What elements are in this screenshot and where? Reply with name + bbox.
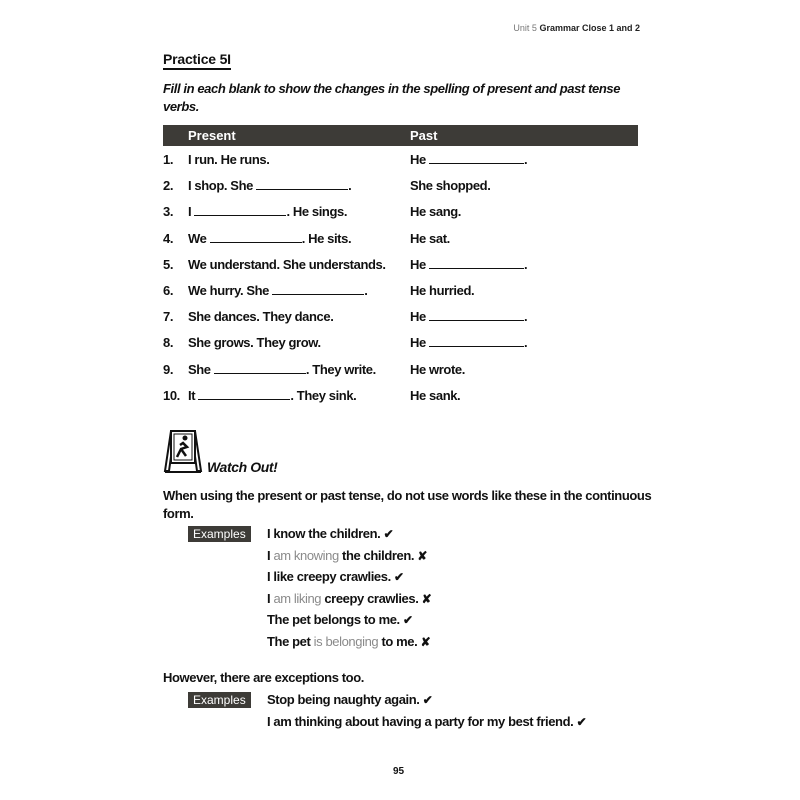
- answer-blank[interactable]: [429, 309, 524, 321]
- check-icon: ✔: [576, 715, 587, 729]
- present-cell: It . They sink.: [188, 387, 357, 403]
- answer-blank[interactable]: [198, 388, 290, 400]
- past-cell: He hurried.: [410, 283, 475, 298]
- answer-blank[interactable]: [429, 152, 524, 164]
- table-row: [163, 388, 638, 408]
- past-cell: He sat.: [410, 230, 450, 246]
- table-row: [163, 309, 638, 329]
- page-number: 95: [393, 766, 405, 777]
- example-sentence: I like creepy crawlies. ✔: [267, 569, 404, 585]
- row-number: 4.: [163, 230, 174, 246]
- present-cell: We understand. She understands.: [188, 256, 386, 272]
- past-cell: He .: [410, 152, 528, 167]
- cross-icon: ✘: [420, 635, 431, 649]
- check-icon: ✔: [422, 693, 433, 707]
- practice-title: Practice 5I: [163, 51, 231, 70]
- wet-floor-sign-icon: [161, 425, 205, 475]
- column-past: Past: [410, 128, 438, 143]
- answer-blank[interactable]: [210, 231, 302, 243]
- table-row: [163, 283, 638, 303]
- unit-label: Unit 5: [513, 23, 537, 33]
- table-row: [163, 335, 638, 355]
- table-row: [163, 204, 638, 224]
- answer-blank[interactable]: [256, 178, 348, 190]
- row-number: 10.: [163, 387, 180, 403]
- table-row: [163, 257, 638, 277]
- table-row: [163, 178, 638, 198]
- example-sentence: I am liking creepy crawlies. ✘: [267, 590, 432, 606]
- past-cell: He .: [410, 309, 528, 325]
- row-number: 7.: [163, 309, 174, 325]
- check-icon: ✔: [402, 613, 413, 628]
- table-header: [163, 125, 638, 146]
- row-number: 2.: [163, 178, 174, 194]
- cross-icon: ✘: [417, 548, 427, 563]
- answer-blank[interactable]: [429, 335, 524, 347]
- answer-blank[interactable]: [429, 257, 524, 269]
- answer-blank[interactable]: [194, 204, 286, 216]
- present-cell: She grows. They grow.: [188, 335, 321, 351]
- watch-out-text: When using the present or past tense, do not use words like these in the continuous form.: [163, 488, 652, 521]
- present-cell: I run. He runs.: [188, 152, 270, 167]
- past-cell: He .: [410, 335, 528, 351]
- example-sentence: I know the children. ✔: [267, 526, 394, 541]
- present-cell: I . He sings.: [188, 204, 348, 220]
- practice-instruction: Fill in each blank to show the changes in the spelling of present and past tense verbs.: [163, 81, 621, 114]
- examples-label: Examples: [188, 526, 251, 542]
- exception-sentence: I am thinking about having a party for my best friend. ✔: [267, 714, 587, 729]
- check-icon: ✔: [394, 570, 404, 585]
- present-cell: We . He sits.: [188, 230, 352, 246]
- row-number: 8.: [163, 335, 174, 351]
- present-cell: She . They write.: [188, 361, 376, 377]
- past-cell: He sank.: [410, 387, 461, 403]
- example-sentence: The pet is belonging to me. ✘: [267, 634, 431, 649]
- table-row: [163, 152, 638, 172]
- example-sentence: The pet belongs to me. ✔: [267, 612, 413, 628]
- table-row: [163, 362, 638, 382]
- check-icon: ✔: [383, 527, 394, 541]
- answer-blank[interactable]: [272, 283, 364, 295]
- chapter-label: Grammar Close 1 and 2: [539, 23, 640, 33]
- row-number: 9.: [163, 361, 174, 377]
- present-cell: I shop. She .: [188, 178, 352, 194]
- row-number: 5.: [163, 256, 174, 272]
- example-sentence: I am knowing the children. ✘: [267, 547, 427, 563]
- past-cell: He sang.: [410, 204, 461, 220]
- running-header: [513, 23, 640, 33]
- row-number: 1.: [163, 152, 174, 167]
- exception-sentence: Stop being naughty again. ✔: [267, 692, 433, 707]
- watch-out-title: Watch Out!: [207, 459, 278, 475]
- cross-icon: ✘: [421, 591, 432, 606]
- present-cell: We hurry. She .: [188, 283, 368, 298]
- past-cell: He wrote.: [410, 361, 465, 377]
- exceptions-examples-label: Examples: [188, 692, 251, 708]
- exceptions-text: However, there are exceptions too.: [163, 670, 364, 685]
- row-number: 6.: [163, 283, 174, 298]
- table-row: [163, 231, 638, 251]
- row-number: 3.: [163, 204, 174, 220]
- past-cell: He .: [410, 256, 528, 272]
- present-cell: She dances. They dance.: [188, 309, 334, 325]
- answer-blank[interactable]: [214, 362, 306, 374]
- column-present: Present: [188, 128, 236, 143]
- past-cell: She shopped.: [410, 178, 491, 194]
